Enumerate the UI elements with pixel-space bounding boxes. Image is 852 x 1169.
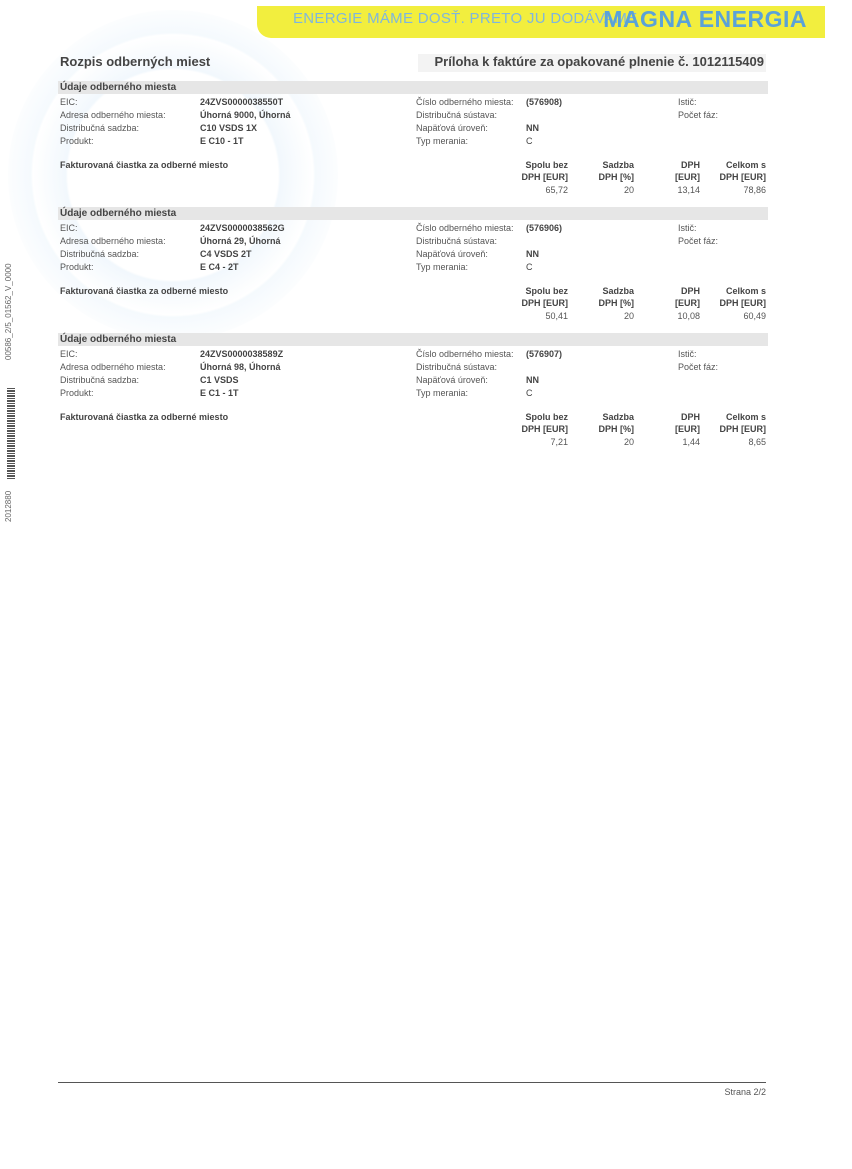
eic-label: EIC: [60, 97, 78, 107]
product-value: E C4 - 2T [200, 262, 239, 272]
phases-label: Počet fáz: [678, 236, 719, 246]
distribution-system-label: Distribučná sústava: [416, 236, 498, 246]
col-total-without-vat-header: Spolu bez DPH [EUR] [521, 412, 568, 434]
point-number-label: Číslo odberného miesta: [416, 223, 514, 233]
breaker-label: Istič: [678, 349, 697, 359]
page-title: Rozpis odberných miest [60, 54, 211, 69]
total-with-vat-value: 8,65 [748, 437, 766, 447]
total-without-vat-value: 50,41 [545, 311, 568, 321]
address-value: Úhorná 9000, Úhorná [200, 110, 291, 120]
total-with-vat-value: 78,86 [743, 185, 766, 195]
section-title: Údaje odberného miesta [58, 333, 768, 346]
amount-title: Fakturovaná čiastka za odberné miesto [60, 160, 229, 170]
amount-title: Fakturovaná čiastka za odberné miesto [60, 286, 229, 296]
distribution-rate-label: Distribučná sadzba: [60, 375, 140, 385]
col-total-with-vat-header: Celkom s DPH [EUR] [719, 286, 766, 308]
product-label: Produkt: [60, 388, 94, 398]
col-vat-header: DPH [EUR] [675, 412, 700, 434]
point-number-value: (576908) [526, 97, 563, 107]
footer-divider [58, 1082, 766, 1083]
eic-value: 24ZVS0000038589Z [200, 349, 284, 359]
vat-rate-value: 20 [623, 437, 634, 447]
metering-type-value: C [526, 262, 533, 272]
supply-point-section [58, 207, 768, 337]
point-number-value: (576907) [526, 349, 563, 359]
voltage-level-value: NN [526, 375, 539, 385]
voltage-level-value: NN [526, 249, 539, 259]
breaker-label: Istič: [678, 97, 697, 107]
col-vat-header: DPH [EUR] [675, 160, 700, 182]
distribution-rate-value: C4 VSDS 2T [200, 249, 252, 259]
barcode [7, 388, 15, 480]
total-without-vat-value: 7,21 [550, 437, 568, 447]
address-label: Adresa odberného miesta: [60, 362, 166, 372]
distribution-rate-label: Distribučná sadzba: [60, 249, 140, 259]
phases-label: Počet fáz: [678, 110, 719, 120]
distribution-rate-value: C10 VSDS 1X [200, 123, 258, 133]
supply-point-section [58, 81, 768, 211]
point-number-label: Číslo odberného miesta: [416, 349, 514, 359]
section-title: Údaje odberného miesta [58, 81, 768, 94]
distribution-rate-value: C1 VSDS [200, 375, 239, 385]
product-value: E C1 - 1T [200, 388, 239, 398]
metering-type-value: C [526, 388, 533, 398]
eic-value: 24ZVS0000038550T [200, 97, 284, 107]
metering-type-value: C [526, 136, 533, 146]
amount-title: Fakturovaná čiastka za odberné miesto [60, 412, 229, 422]
breaker-label: Istič: [678, 223, 697, 233]
point-number-value: (576906) [526, 223, 563, 233]
voltage-level-label: Napäťová úroveň: [416, 375, 488, 385]
voltage-level-label: Napäťová úroveň: [416, 123, 488, 133]
address-value: Úhorná 29, Úhorná [200, 236, 281, 246]
vat-value: 10,08 [677, 311, 700, 321]
vat-value: 13,14 [677, 185, 700, 195]
voltage-level-label: Napäťová úroveň: [416, 249, 488, 259]
address-value: Úhorná 98, Úhorná [200, 362, 281, 372]
col-vat-header: DPH [EUR] [675, 286, 700, 308]
product-label: Produkt: [60, 262, 94, 272]
metering-type-label: Typ merania: [416, 136, 469, 146]
distribution-system-label: Distribučná sústava: [416, 110, 498, 120]
address-label: Adresa odberného miesta: [60, 236, 166, 246]
brand-name: MAGNA ENERGIA [603, 6, 807, 32]
vat-value: 1,44 [682, 437, 700, 447]
address-label: Adresa odberného miesta: [60, 110, 166, 120]
col-total-without-vat-header: Spolu bez DPH [EUR] [521, 286, 568, 308]
supply-point-section [58, 333, 768, 463]
side-number: 2012880 [4, 490, 13, 522]
banner-slogan: ENERGIE MÁME DOSŤ. PRETO JU DODÁVAME [293, 10, 638, 27]
vat-rate-value: 20 [623, 311, 634, 321]
col-total-with-vat-header: Celkom s DPH [EUR] [719, 160, 766, 182]
total-without-vat-value: 65,72 [545, 185, 568, 195]
col-vat-rate-header: Sadzba DPH [%] [598, 286, 634, 308]
eic-label: EIC: [60, 349, 78, 359]
metering-type-label: Typ merania: [416, 388, 469, 398]
col-total-without-vat-header: Spolu bez DPH [EUR] [521, 160, 568, 182]
invoice-annex-title: Príloha k faktúre za opakované plnenie č. 1012115409 [418, 54, 766, 72]
eic-value: 24ZVS0000038562G [200, 223, 285, 233]
product-value: E C10 - 1T [200, 136, 244, 146]
vat-rate-value: 20 [623, 185, 634, 195]
product-label: Produkt: [60, 136, 94, 146]
metering-type-label: Typ merania: [416, 262, 469, 272]
col-total-with-vat-header: Celkom s DPH [EUR] [719, 412, 766, 434]
page-number: Strana 2/2 [724, 1087, 766, 1097]
phases-label: Počet fáz: [678, 362, 719, 372]
total-with-vat-value: 60,49 [743, 311, 766, 321]
col-vat-rate-header: Sadzba DPH [%] [598, 412, 634, 434]
point-number-label: Číslo odberného miesta: [416, 97, 514, 107]
distribution-rate-label: Distribučná sadzba: [60, 123, 140, 133]
voltage-level-value: NN [526, 123, 539, 133]
side-doc-code: 00586_2/5_01562_V_0000 [4, 263, 13, 360]
col-vat-rate-header: Sadzba DPH [%] [598, 160, 634, 182]
eic-label: EIC: [60, 223, 78, 233]
brand-banner [257, 6, 825, 38]
section-title: Údaje odberného miesta [58, 207, 768, 220]
distribution-system-label: Distribučná sústava: [416, 362, 498, 372]
